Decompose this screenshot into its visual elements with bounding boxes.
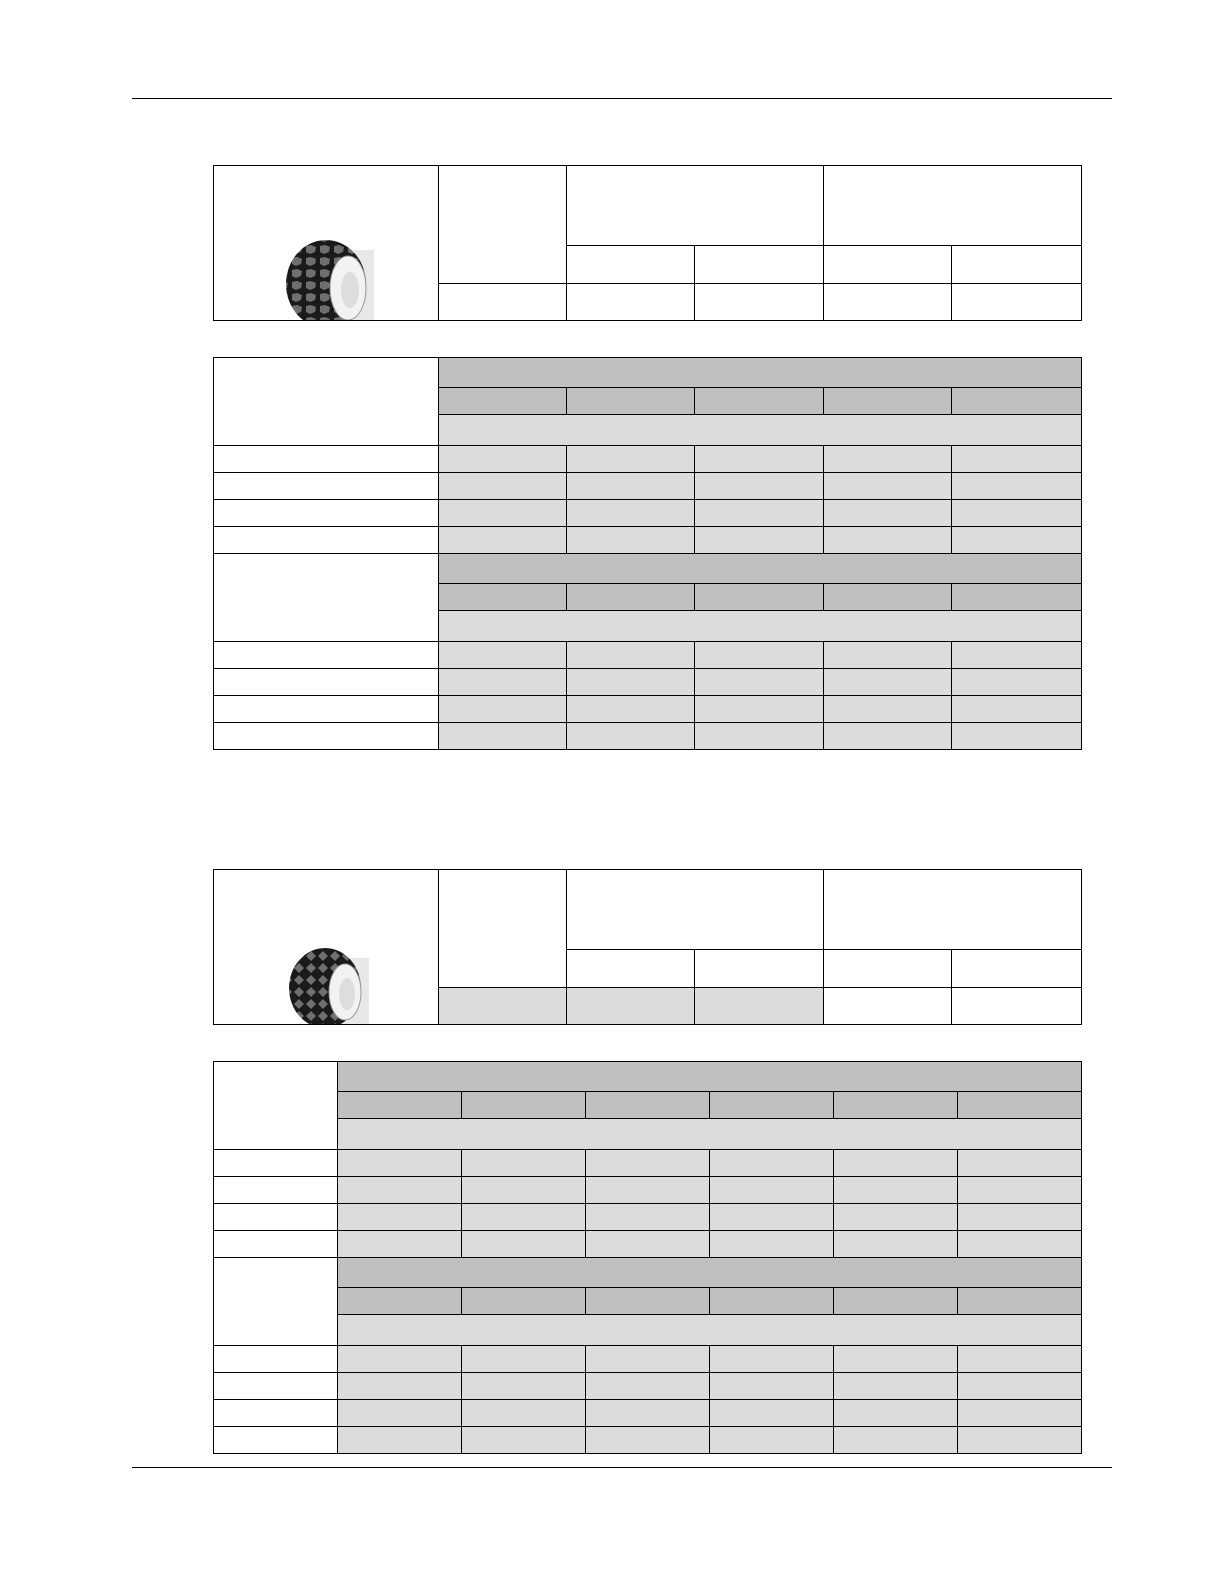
column-header xyxy=(710,1288,834,1315)
value-cell xyxy=(338,1204,462,1231)
value-cell xyxy=(834,1346,958,1373)
group-b-header xyxy=(824,870,1082,950)
value-cell xyxy=(462,1427,586,1454)
value-cell xyxy=(695,500,824,527)
value-cell xyxy=(952,669,1082,696)
column-header xyxy=(952,388,1082,415)
value-cell xyxy=(710,1427,834,1454)
group-a-header xyxy=(567,870,824,950)
section-title xyxy=(439,554,1082,584)
value-cell xyxy=(958,1346,1082,1373)
value-cell xyxy=(462,1373,586,1400)
row-label xyxy=(214,1346,338,1373)
value-cell xyxy=(834,1150,958,1177)
tire-block-tread-icon xyxy=(276,232,376,320)
value-cell xyxy=(439,446,567,473)
value-cell xyxy=(824,473,952,500)
row-label xyxy=(214,723,439,750)
sub-header xyxy=(695,246,824,284)
row-label xyxy=(214,669,439,696)
column-header xyxy=(462,1092,586,1119)
row-label xyxy=(214,527,439,554)
load-table-1 xyxy=(213,357,1082,750)
row-label xyxy=(214,1427,338,1454)
row-label xyxy=(214,446,439,473)
section-label xyxy=(214,554,439,642)
value-cell xyxy=(834,1231,958,1258)
row-label xyxy=(214,642,439,669)
sub-header xyxy=(952,950,1082,988)
value-cell xyxy=(710,1177,834,1204)
column-header xyxy=(824,388,952,415)
value-cell xyxy=(824,642,952,669)
column-header xyxy=(338,1092,462,1119)
row-label xyxy=(214,1231,338,1258)
value-cell xyxy=(439,642,567,669)
sub-header xyxy=(824,950,952,988)
value-cell xyxy=(952,500,1082,527)
tire-photo-cell xyxy=(214,166,439,321)
spec-table-1 xyxy=(213,165,1082,321)
value-cell xyxy=(824,527,952,554)
value-cell xyxy=(567,723,695,750)
spec-cell xyxy=(695,284,824,321)
unit-row xyxy=(439,611,1082,642)
value-cell xyxy=(695,527,824,554)
sub-header xyxy=(567,246,695,284)
group-a-header xyxy=(567,166,824,246)
value-cell xyxy=(439,500,567,527)
column-header xyxy=(439,388,567,415)
tire-photo-cell xyxy=(214,870,439,1025)
value-cell xyxy=(952,473,1082,500)
value-cell xyxy=(824,500,952,527)
value-cell xyxy=(462,1231,586,1258)
column-header xyxy=(338,1288,462,1315)
column-header xyxy=(710,1092,834,1119)
value-cell xyxy=(338,1427,462,1454)
row-label xyxy=(214,696,439,723)
value-cell xyxy=(338,1346,462,1373)
value-cell xyxy=(567,446,695,473)
value-cell xyxy=(338,1150,462,1177)
value-cell xyxy=(567,696,695,723)
value-cell xyxy=(958,1373,1082,1400)
value-cell xyxy=(834,1373,958,1400)
value-cell xyxy=(586,1204,710,1231)
value-cell xyxy=(695,696,824,723)
column-header xyxy=(586,1092,710,1119)
value-cell xyxy=(834,1400,958,1427)
value-cell xyxy=(958,1400,1082,1427)
spec-cell xyxy=(567,988,695,1025)
value-cell xyxy=(586,1373,710,1400)
spec-cell xyxy=(695,988,824,1025)
section-label xyxy=(214,358,439,446)
column-header xyxy=(439,584,567,611)
value-cell xyxy=(439,669,567,696)
value-cell xyxy=(710,1204,834,1231)
value-cell xyxy=(824,723,952,750)
value-cell xyxy=(695,642,824,669)
value-cell xyxy=(439,723,567,750)
value-cell xyxy=(952,696,1082,723)
value-cell xyxy=(958,1177,1082,1204)
value-cell xyxy=(952,723,1082,750)
value-cell xyxy=(567,642,695,669)
value-cell xyxy=(586,1150,710,1177)
value-cell xyxy=(952,642,1082,669)
bottom-rule xyxy=(132,1467,1112,1468)
column-header xyxy=(567,388,695,415)
column-header xyxy=(586,1288,710,1315)
value-cell xyxy=(462,1400,586,1427)
section-label xyxy=(214,1062,338,1150)
value-cell xyxy=(586,1177,710,1204)
value-cell xyxy=(952,446,1082,473)
value-cell xyxy=(338,1177,462,1204)
value-cell xyxy=(695,723,824,750)
value-cell xyxy=(710,1150,834,1177)
spec-cell xyxy=(567,284,695,321)
spec-cell xyxy=(824,988,952,1025)
spec-cell xyxy=(952,988,1082,1025)
load-table-2 xyxy=(213,1061,1082,1454)
spec-cell xyxy=(439,988,567,1025)
column-header xyxy=(958,1288,1082,1315)
row-label xyxy=(214,1373,338,1400)
column-header xyxy=(952,584,1082,611)
value-cell xyxy=(439,527,567,554)
value-cell xyxy=(586,1400,710,1427)
sub-header xyxy=(952,246,1082,284)
value-cell xyxy=(462,1150,586,1177)
section-title xyxy=(338,1062,1082,1092)
sub-header xyxy=(695,950,824,988)
spec-cell xyxy=(439,284,567,321)
column-header xyxy=(695,388,824,415)
value-cell xyxy=(710,1346,834,1373)
row-label xyxy=(214,473,439,500)
row-label xyxy=(214,1204,338,1231)
value-cell xyxy=(710,1231,834,1258)
value-cell xyxy=(834,1204,958,1231)
value-cell xyxy=(710,1373,834,1400)
value-cell xyxy=(710,1400,834,1427)
value-cell xyxy=(834,1427,958,1454)
value-cell xyxy=(834,1177,958,1204)
sub-header xyxy=(567,950,695,988)
section-title xyxy=(439,358,1082,388)
value-cell xyxy=(338,1231,462,1258)
spec-cell xyxy=(952,284,1082,321)
unit-row xyxy=(338,1119,1082,1150)
column-header xyxy=(462,1288,586,1315)
column-header xyxy=(958,1092,1082,1119)
column-header xyxy=(834,1288,958,1315)
value-cell xyxy=(824,696,952,723)
value-cell xyxy=(695,669,824,696)
row-label xyxy=(214,1177,338,1204)
value-cell xyxy=(958,1150,1082,1177)
column-header xyxy=(695,584,824,611)
value-cell xyxy=(567,473,695,500)
value-cell xyxy=(567,669,695,696)
row-label xyxy=(214,1400,338,1427)
column-header xyxy=(567,584,695,611)
row-label xyxy=(214,500,439,527)
value-cell xyxy=(952,527,1082,554)
value-cell xyxy=(439,696,567,723)
column-header xyxy=(834,1092,958,1119)
section-title xyxy=(338,1258,1082,1288)
spec-cell xyxy=(824,284,952,321)
group-b-header xyxy=(824,166,1082,246)
value-cell xyxy=(567,527,695,554)
value-cell xyxy=(958,1231,1082,1258)
value-cell xyxy=(462,1177,586,1204)
value-cell xyxy=(338,1373,462,1400)
sub-header xyxy=(824,246,952,284)
value-cell xyxy=(338,1400,462,1427)
spec-table-2 xyxy=(213,869,1082,1025)
value-cell xyxy=(462,1204,586,1231)
value-cell xyxy=(958,1427,1082,1454)
value-cell xyxy=(695,446,824,473)
tire-diamond-tread-icon xyxy=(281,938,371,1024)
value-cell xyxy=(586,1346,710,1373)
row-label xyxy=(214,1150,338,1177)
value-cell xyxy=(824,669,952,696)
unit-row xyxy=(439,415,1082,446)
value-cell xyxy=(439,473,567,500)
value-cell xyxy=(567,500,695,527)
value-cell xyxy=(958,1204,1082,1231)
size-header xyxy=(439,870,567,988)
value-cell xyxy=(695,473,824,500)
section-label xyxy=(214,1258,338,1346)
value-cell xyxy=(586,1427,710,1454)
value-cell xyxy=(586,1231,710,1258)
column-header xyxy=(824,584,952,611)
top-rule xyxy=(132,98,1112,99)
unit-row xyxy=(338,1315,1082,1346)
value-cell xyxy=(824,446,952,473)
size-header xyxy=(439,166,567,284)
value-cell xyxy=(462,1346,586,1373)
